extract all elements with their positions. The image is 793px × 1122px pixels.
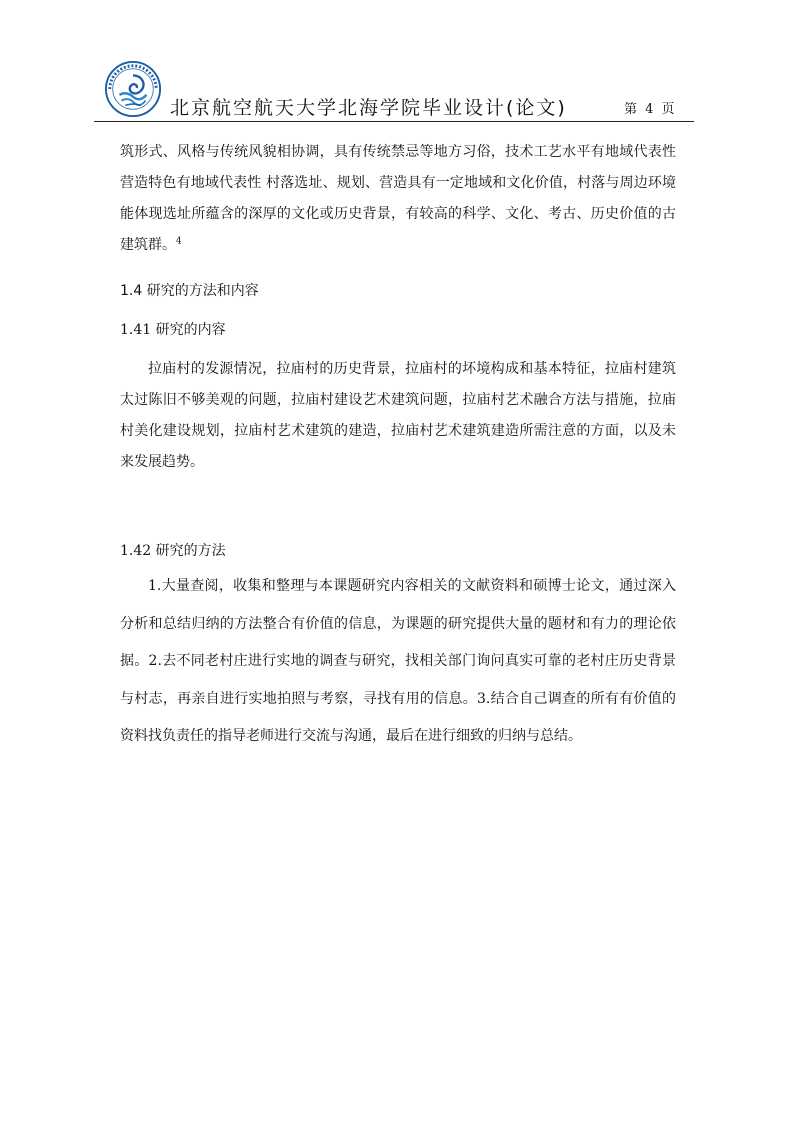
page-number: 第 4 页 xyxy=(624,102,675,117)
university-seal-icon xyxy=(104,60,162,118)
content-paragraph-block xyxy=(120,354,676,478)
header-title: 北京航空航天大学北海学院毕业设计(论文) xyxy=(170,97,567,119)
intro-paragraph-block xyxy=(120,137,676,261)
subsection-heading-method: 1.42 研究的方法 xyxy=(120,543,226,559)
subsection-heading-content: 1.41 研究的内容 xyxy=(120,322,226,338)
method-paragraph-block xyxy=(120,568,676,756)
header-divider xyxy=(94,121,694,122)
footnote-marker: 4 xyxy=(176,236,182,247)
intro-paragraph-text: 筑形式、风格与传统风貌相协调，具有传统禁忌等地方习俗，技术工艺水平有地域代表性 营造特色有地域代表性 村落选址、规划、营造具有一定地域和文化价值，村落与周边环境能体现选址所蕴含的深厚的文化或历史背景，有较高的科学、文化、考古、历史价值的古建筑群。 xyxy=(120,144,676,253)
method-paragraph: 1.大量查阅，收集和整理与本课题研究内容相关的文献资料和硕博士论文，通过深入分析和总结归纳的方法整合有价值的信息，为课题的研究提供大量的题材和有力的理论依据。2.去不同老村庄进行实地的调查与研究，找相关部门询问真实可靠的老村庄历史背景与村志，再亲自进行实地拍照与考察，寻找有用的信息。3.结合自己调查的所有有价值的资料找负责任的指导老师进行交流与沟通，最后在进行细致的归纳与总结。 xyxy=(120,578,676,744)
section-heading: 1.4 研究的方法和内容 xyxy=(120,283,259,299)
content-paragraph: 拉庙村的发源情况，拉庙村的历史背景，拉庙村的坏境构成和基本特征，拉庙村建筑太过陈旧不够美观的问题，拉庙村建设艺术建筑问题，拉庙村艺术融合方法与措施，拉庙村美化建设规划，拉庙村艺术建筑的建造，拉庙村艺术建筑建造所需注意的方面，以及未来发展趋势。 xyxy=(120,361,676,470)
intro-paragraph xyxy=(120,137,676,261)
